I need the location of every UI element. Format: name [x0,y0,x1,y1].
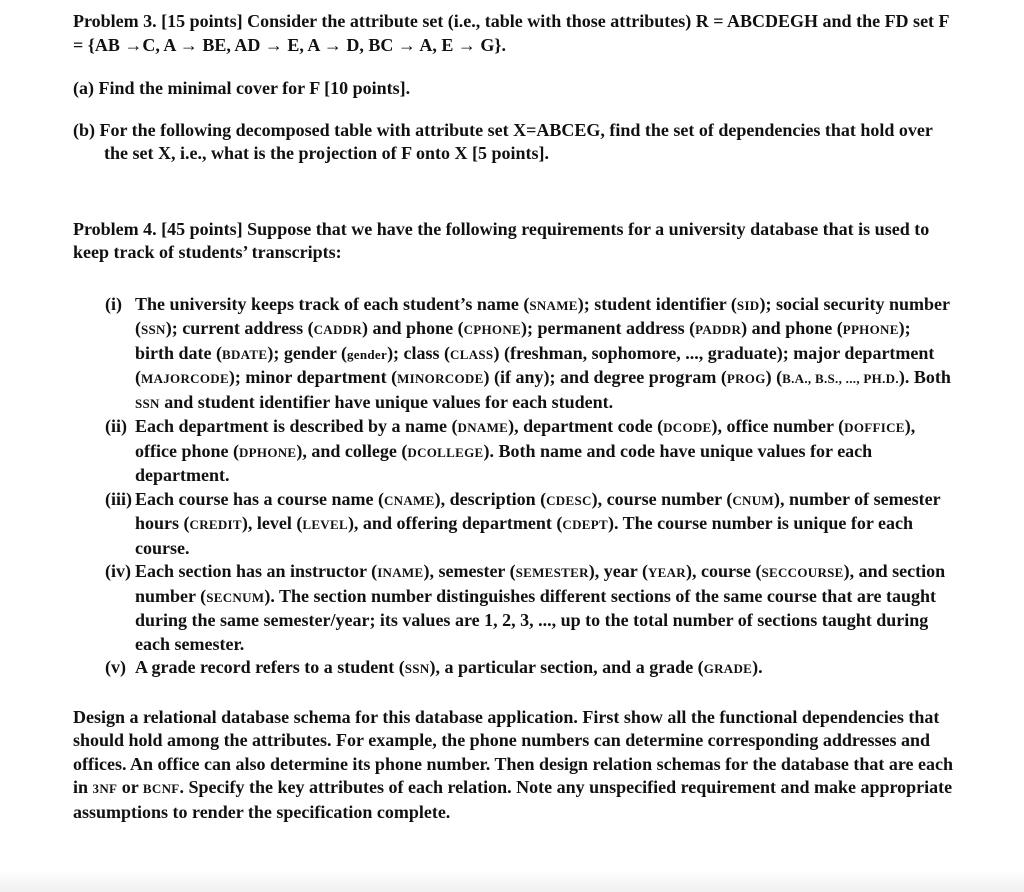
text-segment: ), department code ( [508,416,664,436]
attribute-name: INAME [377,565,424,580]
requirement-number: (ii) [105,416,127,436]
attribute-name: SNAME [529,297,578,313]
problem3-intro: Problem 3. [15 points] Consider the attribute set (i.e., table with those attributes) R = ABCDEGH and the FD set F = {AB →C, A → BE, AD → E, A → D, BC → A, E → G}. [73,11,949,55]
text-segment: ), level ( [241,513,303,533]
attribute-name: CDESC [546,492,592,508]
requirement-text [135,657,763,677]
attribute-name: CLASS [450,346,494,362]
text-segment: Design a relational database schema for this database application. First show all the functional dependencies that should hold among the attributes. For example, the phone numbers can determine corresponding addresses and offices. An office can also determine its phone number. Then design relation schemas for the database that are each in [73,706,953,797]
attribute-name: SSN [141,322,166,337]
text-segment: ) (freshman, sophomore, ..., graduate); major department ( [135,342,935,387]
text-segment: ), and college ( [296,440,408,461]
text-segment: ); birth date ( [135,318,911,363]
requirement-text [135,416,915,485]
text-segment: ). [752,657,763,677]
text-segment: ); current address ( [165,318,314,338]
attribute-name: CPHONE [463,322,521,337]
text-segment: ); minor department ( [228,367,398,387]
text-segment: ). The course number is unique for each course. [135,513,914,558]
text-segment: ) and phone ( [741,318,843,338]
text-segment: ) ( [765,367,783,387]
text-segment: ), office number ( [711,416,845,436]
attribute-name: LEVEL [302,517,348,532]
requirement-i [105,293,953,416]
attribute-name: CNAME [383,492,435,508]
attribute-name: YEAR [647,565,686,580]
requirement-number: (v) [105,657,126,677]
attribute-name: SSN [404,661,430,676]
text-segment: ). Both [898,367,951,387]
attribute-name: MINORCODE [397,371,484,386]
requirement-iv [105,560,953,656]
text-segment: A grade record refers to a student ( [135,657,405,677]
text-segment: ), description ( [434,488,547,509]
page-bottom-edge [0,870,1024,892]
attribute-name: PADDR [695,322,742,337]
requirement-number: (iii) [105,488,132,509]
text-segment: ); social security number ( [135,293,950,338]
text-segment: ); class ( [387,342,451,363]
attribute-name: SSN [135,395,160,411]
requirement-v [105,656,953,681]
attribute-name: CNUM [732,492,774,508]
text-segment: ). Both name and code have unique values for each department. [135,440,873,485]
requirement-text [135,489,940,558]
text-segment: ), year ( [588,561,648,581]
text-segment: and student identifier have unique values for each student. [159,391,614,412]
text-segment: Each section has an instructor ( [135,561,378,581]
problem3-part-b: (b) For the following decomposed table with attribute set X=ABCEG, find the set of dependencies that hold over the set X, i.e., what is the projection of F onto X [5 points]. [73,119,933,163]
requirement-iii [105,488,953,561]
requirement-text [135,561,945,654]
attribute-name: DCOLLEGE [407,444,484,460]
attribute-name: SEMESTER [515,565,589,580]
attribute-name: DPHONE [238,444,297,460]
attribute-name: BDATE [222,346,268,362]
text-segment: . Specify the key attributes of each relation. Note any unspecified requirement and make appropriate assumptions to render the specification complete. [73,777,953,822]
attribute-name: SID [736,297,760,313]
attribute-name: SECCOURSE [761,565,844,580]
text-segment: ); student identifier ( [577,293,737,314]
text-segment: ); gender ( [267,342,347,363]
attribute-name: 3NF [92,781,118,796]
text-segment: ); permanent address ( [520,318,696,338]
attribute-name: CDEPT [562,517,608,532]
document-page [73,10,953,824]
attribute-name: DCODE [663,420,712,435]
attribute-name: MAJORCODE [141,371,229,386]
requirements-list [105,293,953,681]
text-segment: ). The section number distinguishes different sections of the same course that are taught during the same semester/year; its values are 1, 2, 3, ..., up to the total number of sections taught during each semester. [135,585,936,654]
text-segment: Each course has a course name ( [135,488,384,509]
text-segment: ) and phone ( [362,318,464,338]
text-segment: ), and section number ( [135,561,946,606]
attribute-name: gender [346,346,388,362]
attribute-name: CREDIT [189,517,242,532]
text-segment: Each department is described by a name ( [135,416,458,436]
text-segment: ) (if any); and degree program ( [483,367,727,387]
attribute-name: DOFFICE [844,420,905,435]
requirement-text [135,294,951,412]
attribute-name: GRADE [703,661,753,676]
design-instructions [73,706,953,825]
attribute-name: PPHONE [842,322,899,337]
text-segment: ), course number ( [591,488,733,509]
attribute-name: BCNF [142,781,180,796]
attribute-name: SECNUM [206,589,265,605]
problem3-part-a: (a) Find the minimal cover for F [10 points]. [73,78,411,98]
text-segment: ), course ( [686,561,762,581]
problem4-intro: Problem 4. [45 points] Suppose that we have the following requirements for a university database that is used to keep track of students’ transcripts: [73,218,930,262]
text-segment: or [117,777,143,797]
text-segment: The university keeps track of each student’s name ( [135,293,530,314]
requirement-number: (iv) [105,561,131,581]
text-segment: ), office phone ( [135,416,916,461]
attribute-name: DNAME [457,420,509,435]
text-segment: ), a particular section, and a grade ( [429,657,704,677]
text-segment: ), number of semester hours ( [135,488,941,533]
requirement-number: (i) [105,293,122,314]
text-segment: ), and offering department ( [347,513,563,533]
attribute-name: B.A., B.S., ..., PH.D. [782,371,899,386]
requirement-ii [105,415,953,488]
attribute-name: CADDR [313,322,363,337]
text-segment: ), semester ( [423,561,516,581]
attribute-name: PROG [726,371,766,386]
